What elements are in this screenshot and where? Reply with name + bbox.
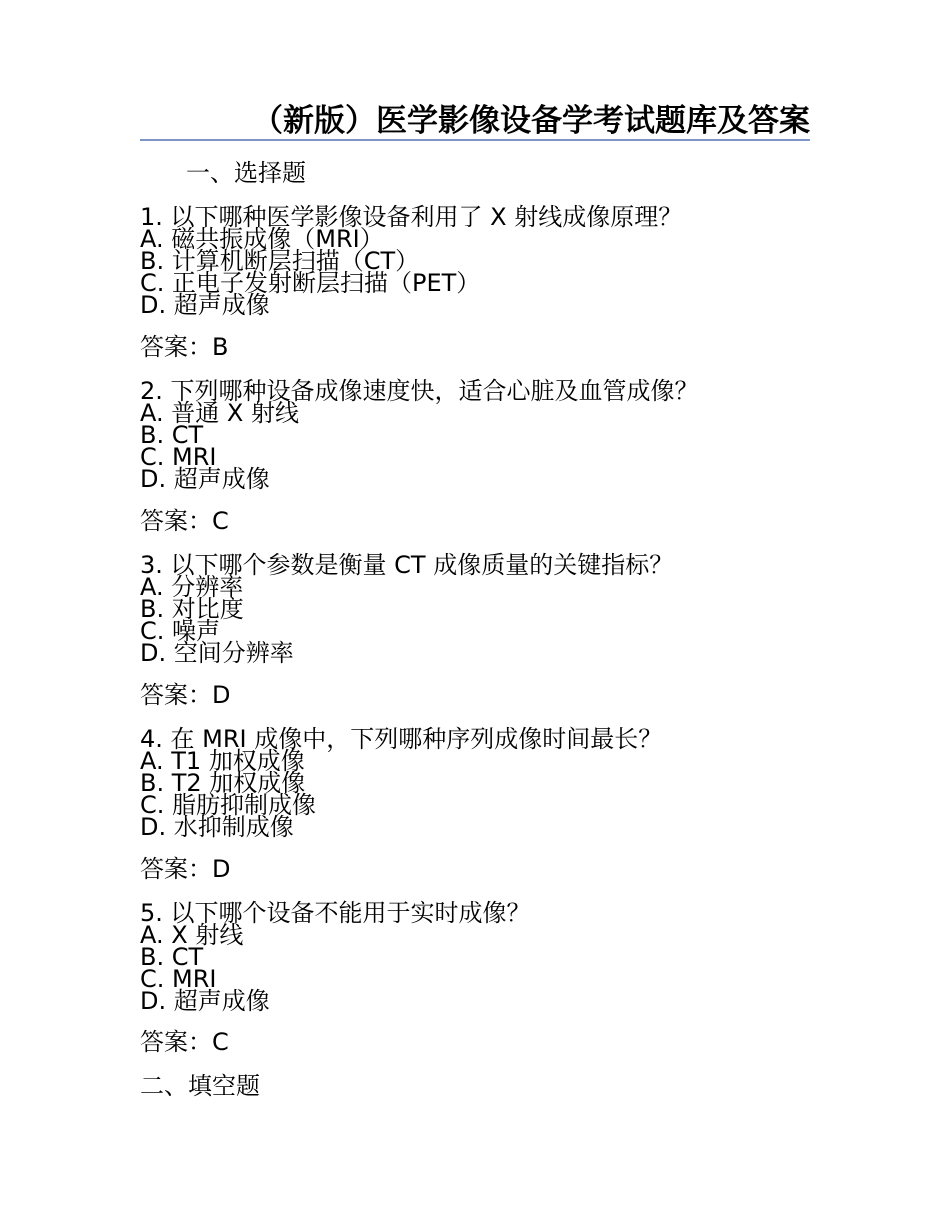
- question-option: C. MRI: [140, 965, 217, 993]
- question-block: [140, 203, 840, 319]
- question-block: [140, 899, 840, 1015]
- question-option: B. T2 加权成像: [140, 769, 306, 797]
- question-option: B. 对比度: [140, 595, 244, 623]
- question-stem: 3. 以下哪个参数是衡量 CT 成像质量的关键指标？: [140, 551, 674, 579]
- question-option: C. 噪声: [140, 617, 221, 645]
- question-option: A. X 射线: [140, 921, 244, 949]
- question-option: D. 空间分辨率: [140, 639, 294, 667]
- section-heading-choice: 一、选择题: [186, 159, 306, 187]
- question-option: B. 计算机断层扫描（CT）: [140, 247, 420, 275]
- question-block: [140, 377, 840, 493]
- question-block: [140, 551, 840, 667]
- question-stem: 2. 下列哪种设备成像速度快，适合心脏及血管成像？: [140, 377, 699, 405]
- question-option: A. 普通 X 射线: [140, 399, 299, 427]
- question-stem: 4. 在 MRI 成像中，下列哪种序列成像时间最长？: [140, 725, 663, 753]
- question-option: C. MRI: [140, 443, 217, 471]
- question-option: D. 超声成像: [140, 291, 270, 319]
- question-option: D. 水抑制成像: [140, 813, 294, 841]
- question-option: A. 磁共振成像（MRI）: [140, 225, 384, 253]
- answer-text: 答案：C: [140, 507, 229, 535]
- question-option: C. 正电子发射断层扫描（PET）: [140, 269, 481, 297]
- question-stem: 5. 以下哪个设备不能用于实时成像？: [140, 899, 531, 927]
- answer-text: 答案：B: [140, 333, 229, 361]
- question-option: B. CT: [140, 421, 204, 449]
- question-block: [140, 725, 840, 841]
- question-option: D. 超声成像: [140, 987, 270, 1015]
- answer-text: 答案：D: [140, 681, 231, 709]
- answer-text: 答案：C: [140, 1028, 229, 1056]
- question-option: A. 分辨率: [140, 573, 244, 601]
- answer-text: 答案：D: [140, 855, 231, 883]
- title-underline: [140, 139, 810, 141]
- question-option: D. 超声成像: [140, 465, 270, 493]
- question-option: B. CT: [140, 943, 204, 971]
- section-heading-fill-in: 二、填空题: [140, 1072, 260, 1100]
- question-option: A. T1 加权成像: [140, 747, 305, 775]
- question-option: C. 脂肪抑制成像: [140, 791, 317, 819]
- document-title: （新版）医学影像设备学考试题库及答案: [252, 103, 810, 139]
- question-stem: 1. 以下哪种医学影像设备利用了 X 射线成像原理？: [140, 203, 683, 231]
